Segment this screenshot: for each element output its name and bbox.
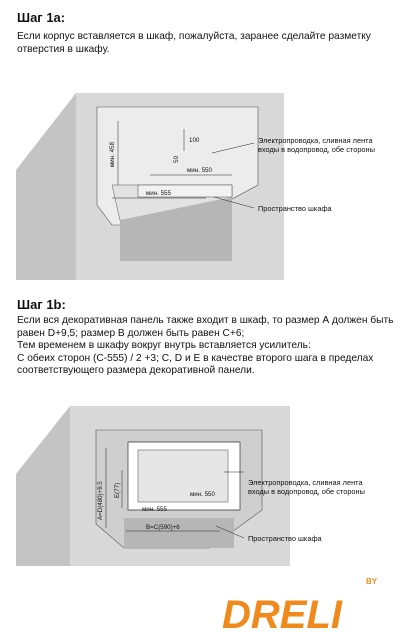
cabinet-diagram-2 (0, 398, 409, 568)
step1b-title: Шаг 1b: (17, 297, 66, 312)
d2-callout-cabinet: Пространство шкафа (248, 534, 322, 543)
step1a-line-1: Если корпус вставляется в шкаф, пожалуйста, заранее сделайте разметку (17, 31, 371, 42)
d2-dim-depth: мин. 550 (190, 491, 215, 498)
step1a-text (17, 31, 397, 56)
step1b-line-1: Если вся декоративная панель также входит в шкаф, то размер А должен быть (17, 315, 394, 326)
d2-dim-e: E(77) (114, 482, 121, 498)
d2-dim-a: A=D(480)+9.5 (97, 481, 104, 520)
step1b-line-5: соответствующего размера декоративной панели. (17, 365, 255, 377)
d1-dim-side: 50 (173, 156, 180, 163)
d2-dim-b: B=C(590)+6 (146, 524, 180, 531)
cabinet-diagram-1 (0, 85, 409, 285)
d1-dim-width: мин. 555 (146, 190, 171, 197)
d1-callout-wiring-2: входы в водопровод, обе стороны (258, 145, 375, 154)
d2-callout-wiring-1: Электропроводка, сливная лента (248, 478, 363, 487)
step1b-line-4: С обеих сторон (С-555) / 2 +3; C, D и E в качестве второго шага в пределах (17, 352, 374, 364)
dreli-logo-text: DRELI (222, 593, 342, 636)
step1b-line-2: равен D+9,5; размер B должен быть равен C+6; (17, 327, 245, 339)
d1-dim-depth: мин. 550 (187, 167, 212, 174)
step1b-text (17, 315, 397, 378)
d1-dim-height: мин. 458 (109, 142, 116, 167)
d2-dim-width: мин. 555 (142, 506, 167, 513)
step1a-line-2: отверстия в шкафу. (17, 43, 110, 55)
d1-callout-wiring-1: Электропроводка, сливная лента (258, 136, 373, 145)
dreli-logo-suffix: BY (366, 577, 378, 586)
step1b-line-3: Тем временем в шкафу вокруг внутрь вставляется усилитель: (17, 340, 311, 352)
d2-callout-wiring-2: входы в водопровод, обе стороны (248, 487, 365, 496)
step1a-title: Шаг 1a: (17, 10, 66, 25)
d1-dim-top: 100 (189, 137, 200, 144)
dreli-logo (218, 568, 404, 636)
d1-callout-cabinet: Пространство шкафа (258, 204, 332, 213)
